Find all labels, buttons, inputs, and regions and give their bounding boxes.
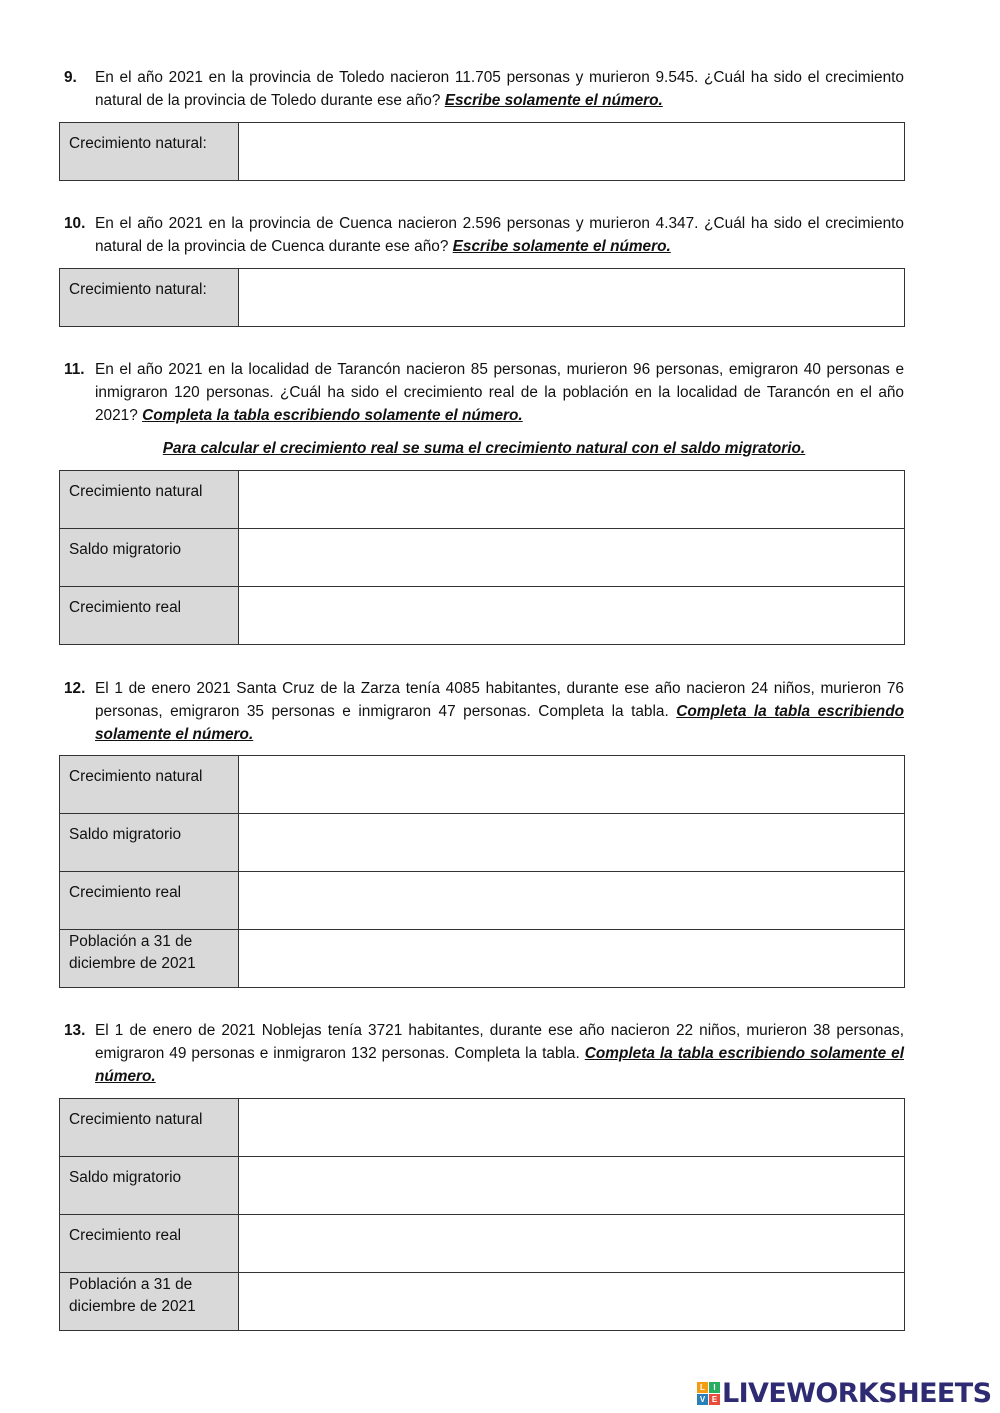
logo-mark-v: V <box>697 1394 708 1405</box>
question-instruction: Escribe solamente el número. <box>452 238 671 255</box>
question-body: El 1 de enero 2021 Santa Cruz de la Zarza tenía 4085 habitantes, durante ese año nacieron 24 niños, murieron 76 personas, emigraron 35 personas e inmigraron 47 personas. Completa la tabla. <box>95 680 904 720</box>
question-instruction: Completa la tabla escribiendo solamente el número. <box>95 703 905 743</box>
row-label: Crecimiento natural: <box>60 269 239 327</box>
question-instruction: Escribe solamente el número. <box>444 92 663 109</box>
question-number: 9. <box>64 69 77 86</box>
logo-mark-icon <box>697 1382 720 1405</box>
row-label: Saldo migratorio <box>60 814 239 872</box>
answer-field[interactable] <box>239 471 905 529</box>
row-label: Crecimiento natural <box>60 756 239 814</box>
answer-field[interactable] <box>239 814 905 872</box>
question-number: 12. <box>64 680 86 697</box>
question-instruction: Completa la tabla escribiendo solamente el número. <box>95 1045 904 1085</box>
question-text <box>64 358 904 427</box>
row-label: Población a 31 de diciembre de 2021 <box>60 930 239 988</box>
table-row <box>60 872 905 930</box>
table-row <box>60 1273 905 1331</box>
answer-field[interactable] <box>239 872 905 930</box>
answer-field[interactable] <box>239 1099 905 1157</box>
answer-field[interactable] <box>239 587 905 645</box>
question-number: 11. <box>64 361 85 378</box>
table-row <box>60 471 905 529</box>
answer-table-12 <box>59 755 905 988</box>
answer-field[interactable] <box>239 529 905 587</box>
answer-table-13 <box>59 1098 905 1331</box>
question-12 <box>64 677 904 746</box>
table-row <box>60 1215 905 1273</box>
logo-mark-i: I <box>709 1382 720 1393</box>
answer-table-10 <box>59 268 905 327</box>
row-label: Crecimiento real <box>60 1215 239 1273</box>
row-label: Crecimiento natural <box>60 471 239 529</box>
table-row <box>60 1157 905 1215</box>
table-row <box>60 814 905 872</box>
table-row <box>60 587 905 645</box>
table-row <box>60 930 905 988</box>
question-body: En el año 2021 en la localidad de Tarancón nacieron 85 personas, murieron 96 personas, emigraron 40 personas e inmigraron 120 personas. ¿Cuál ha sido el crecimiento real de la población en la localidad de Tarancón en el año 2021? <box>95 361 904 424</box>
logo-mark-e: E <box>709 1394 720 1405</box>
row-label: Saldo migratorio <box>60 529 239 587</box>
table-row <box>60 123 905 181</box>
table-row <box>60 529 905 587</box>
question-13 <box>64 1019 904 1088</box>
liveworksheets-logo <box>697 1377 991 1409</box>
question-11 <box>64 358 904 427</box>
question-text <box>64 66 904 112</box>
question-instruction: Completa la tabla escribiendo solamente el número. <box>142 407 523 424</box>
row-label: Crecimiento real <box>60 872 239 930</box>
answer-table-11 <box>59 470 905 645</box>
question-body: El 1 de enero de 2021 Noblejas tenía 3721 habitantes, durante ese año nacieron 22 niños, murieron 38 personas, emigraron 49 personas e inmigraron 132 personas. Completa la tabla. <box>95 1022 904 1062</box>
row-label: Crecimiento real <box>60 587 239 645</box>
row-label: Población a 31 de diciembre de 2021 <box>60 1273 239 1331</box>
question-text <box>64 677 904 746</box>
answer-field[interactable] <box>239 1157 905 1215</box>
answer-field[interactable] <box>239 269 905 327</box>
answer-field[interactable] <box>239 1273 905 1331</box>
brand-name: LIVEWORKSHEETS <box>722 1377 992 1409</box>
answer-field[interactable] <box>239 756 905 814</box>
question-number: 13. <box>64 1022 86 1039</box>
table-row <box>60 269 905 327</box>
question-text <box>64 1019 904 1088</box>
answer-table-9 <box>59 122 905 181</box>
question-9 <box>64 66 904 112</box>
row-label: Crecimiento natural: <box>60 123 239 181</box>
table-row <box>60 1099 905 1157</box>
question-number: 10. <box>64 215 86 232</box>
question-body: En el año 2021 en la provincia de Cuenca nacieron 2.596 personas y murieron 4.347. ¿Cuál ha sido el crecimiento natural de la provincia de Cuenca durante ese año? <box>95 215 904 255</box>
logo-mark-l: L <box>697 1382 708 1393</box>
answer-field[interactable] <box>239 930 905 988</box>
question-body: En el año 2021 en la provincia de Toledo nacieron 11.705 personas y murieron 9.545. ¿Cuál ha sido el crecimiento natural de la provincia de Toledo durante ese año? <box>95 69 904 109</box>
row-label: Crecimiento natural <box>60 1099 239 1157</box>
question-10 <box>64 212 904 258</box>
row-label: Saldo migratorio <box>60 1157 239 1215</box>
answer-field[interactable] <box>239 123 905 181</box>
answer-field[interactable] <box>239 1215 905 1273</box>
calculation-hint: Para calcular el crecimiento real se suma el crecimiento natural con el saldo migratorio. <box>162 440 806 457</box>
question-text <box>64 212 904 258</box>
table-row <box>60 756 905 814</box>
